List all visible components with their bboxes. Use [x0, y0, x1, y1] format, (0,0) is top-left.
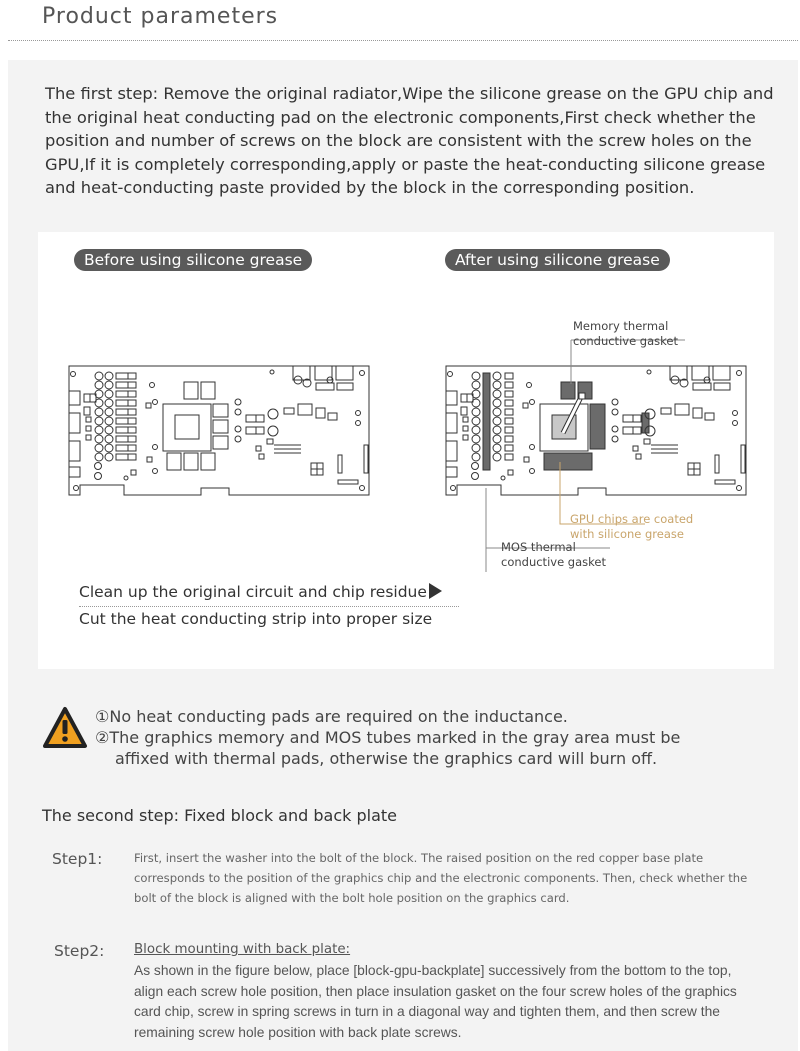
gpu-grease-annotation [570, 512, 693, 542]
instruction-divider [79, 606, 459, 607]
after-label: After using silicone grease [445, 249, 670, 271]
warning-line-2: ②The graphics memory and MOS tubes marked in the gray area must be [95, 728, 681, 747]
warning-triangle-icon [42, 706, 88, 750]
play-arrow-icon [429, 583, 442, 599]
gpu-annotation-line1: GPU chips are coated [570, 512, 694, 526]
memory-gasket-annotation [573, 319, 678, 349]
memory-annotation-line2: conductive gasket [573, 334, 678, 348]
title-divider [8, 40, 798, 41]
step1-text: First, insert the washer into the bolt of the block. The raised position on the red copper base plate corresponds to the position of the graphics chip and the electronic components. Then, check whether the bolt of the block is aligned with the bolt hole position on the graphics card. [134, 851, 748, 905]
page-title: Product parameters [42, 4, 279, 29]
mos-annotation-line2: conductive gasket [501, 555, 606, 569]
mos-gasket-annotation [501, 540, 606, 570]
warning-line-3: affixed with thermal pads, otherwise the graphics card will burn off. [115, 749, 658, 768]
clean-instruction-text: Clean up the original circuit and chip residue [79, 583, 427, 601]
step1-label: Step1: [52, 850, 103, 868]
warning-line-1: ①No heat conducting pads are required on the inductance. [95, 707, 568, 726]
clean-instruction [79, 583, 442, 601]
step-one-text: The first step: Remove the original radiator,Wipe the silicone grease on the GPU chip and the original heat conducting pad on the electronic components,First check whether the position and number of screws on the block are consistent with the screw holes on the GPU,If it is completely corresponding,apply or paste the heat-conducting silicone grease and heat-conducting paste provided by the block in the corresponding position. [45, 84, 774, 197]
step-two-heading: The second step: Fixed block and back plate [42, 806, 397, 825]
step2-heading: Block mounting with back plate: [134, 942, 351, 957]
mos-annotation-line1: MOS thermal [501, 540, 576, 554]
gpu-annotation-line2: with silicone grease [570, 527, 684, 541]
board-before-diagram [66, 363, 382, 503]
cut-instruction: Cut the heat conducting strip into proper size [79, 610, 433, 628]
step2-label: Step2: [54, 942, 105, 960]
warning-notes [95, 706, 680, 769]
before-label: Before using silicone grease [74, 249, 312, 271]
memory-annotation-line1: Memory thermal [573, 319, 669, 333]
step2-text: As shown in the figure below, place [block-gpu-backplate] successively from the bottom to the top, align each screw hole position, then place insulation gasket on the four screw holes of the graphics card chip, screw in spring screws in turn in a diagonal way and tighten them, and then screw the remaining screw hole position with back plate screws. [134, 963, 737, 1040]
